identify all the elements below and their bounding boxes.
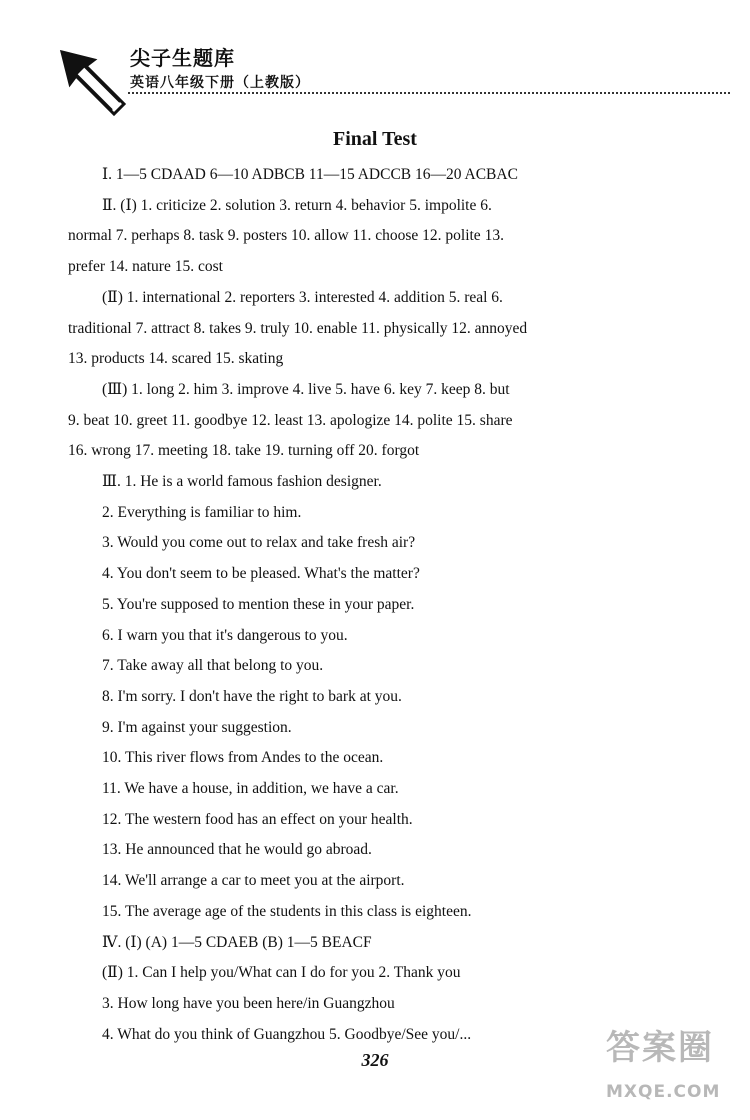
answer-line: 12. The western food has an effect on your health. — [102, 810, 413, 828]
answer-line: Ⅰ. 1—5 CDAAD 6—10 ADBCB 11—15 ADCCB 16—20 ACBAC — [102, 166, 518, 183]
watermark-url: MXQE.COM — [606, 1082, 721, 1102]
series-title: 尖子生题库 — [130, 46, 235, 70]
header-divider — [128, 92, 730, 94]
answer-line: 13. He announced that he would go abroad. — [102, 841, 372, 859]
watermark — [606, 1028, 746, 1114]
answer-line: 13. products 14. scared 15. skating — [68, 350, 284, 368]
answer-line: Ⅲ. 1. He is a world famous fashion designer. — [102, 473, 382, 491]
answer-line: 5. You're supposed to mention these in your paper. — [102, 595, 415, 613]
answer-content — [68, 160, 688, 1050]
answer-line: 7. Take away all that belong to you. — [102, 657, 324, 675]
answer-line: 14. We'll arrange a car to meet you at the airport. — [102, 872, 405, 890]
page-header — [52, 40, 692, 120]
book-title: 英语八年级下册（上教版） — [130, 75, 310, 91]
page-title: Final Test — [333, 128, 417, 150]
answer-line: 3. How long have you been here/in Guangzhou — [102, 994, 395, 1012]
answer-line: 8. I'm sorry. I don't have the right to bark at you. — [102, 687, 402, 705]
answer-line: traditional 7. attract 8. takes 9. truly 10. enable 11. physically 12. annoyed — [68, 319, 528, 337]
answer-line: Ⅳ. (Ⅰ) (A) 1—5 CDAEB (B) 1—5 BEACF — [102, 933, 372, 951]
answer-line: (Ⅱ) 1. Can I help you/What can I do for you 2. Thank you — [102, 964, 461, 982]
answer-line: 4. What do you think of Guangzhou 5. Goodbye/See you/... — [102, 1025, 472, 1043]
answer-line: prefer 14. nature 15. cost — [68, 258, 223, 276]
answer-line: 2. Everything is familiar to him. — [102, 503, 302, 521]
answer-line: 10. This river flows from Andes to the ocean. — [102, 749, 384, 767]
answer-line: 9. beat 10. greet 11. goodbye 12. least 13. apologize 14. polite 15. share — [68, 411, 513, 429]
answer-line: 11. We have a house, in addition, we have a car. — [102, 780, 399, 798]
page-number: 326 — [361, 1050, 389, 1070]
answer-line: Ⅱ. (Ⅰ) 1. criticize 2. solution 3. return 4. behavior 5. impolite 6. — [102, 196, 492, 214]
answer-line: normal 7. perhaps 8. task 9. posters 10. allow 11. choose 12. polite 13. — [68, 227, 504, 245]
answer-line: 4. You don't seem to be pleased. What's the matter? — [102, 565, 420, 583]
answer-line: (Ⅲ) 1. long 2. him 3. improve 4. live 5. have 6. key 7. keep 8. but — [102, 380, 510, 398]
watermark-logo: 答案圈 — [606, 1028, 714, 1068]
answer-line: 9. I'm against your suggestion. — [102, 718, 292, 736]
answer-line: 3. Would you come out to relax and take fresh air? — [102, 534, 416, 552]
answer-line: (Ⅱ) 1. international 2. reporters 3. interested 4. addition 5. real 6. — [102, 288, 503, 306]
answer-line: 6. I warn you that it's dangerous to you. — [102, 626, 348, 644]
arrow-logo-icon — [58, 48, 130, 120]
answer-line: 16. wrong 17. meeting 18. take 19. turning off 20. forgot — [68, 442, 420, 460]
answer-line: 15. The average age of the students in this class is eighteen. — [102, 902, 472, 920]
